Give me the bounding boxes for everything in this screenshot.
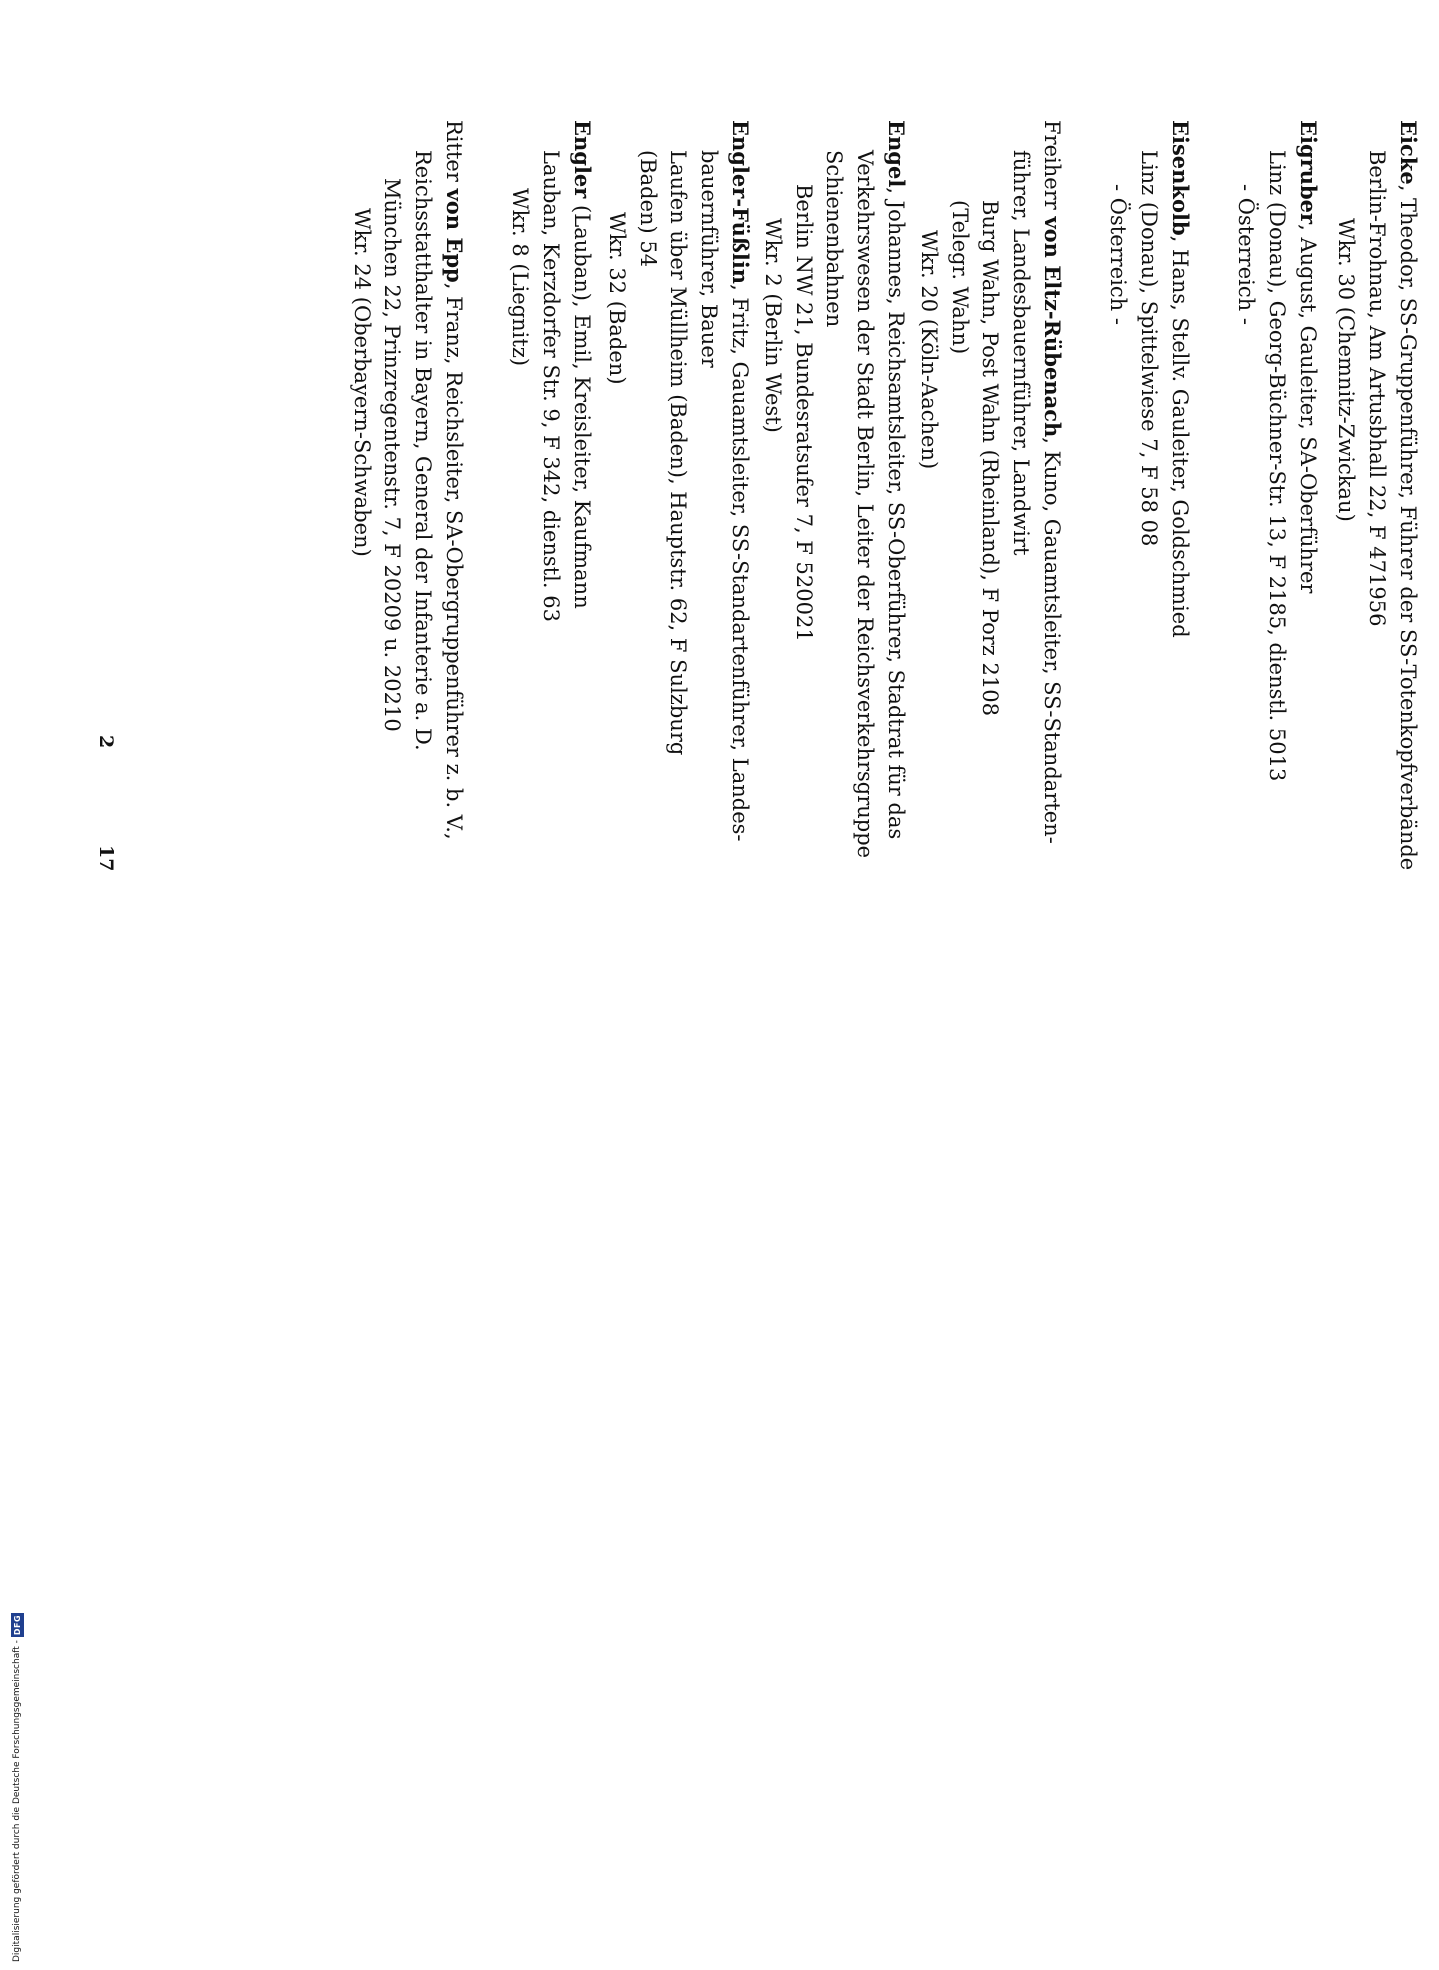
entry-line [1231, 184, 1262, 1184]
entry-line [1292, 120, 1323, 1120]
entry-text: Wkr. 20 (Köln-Aachen) [916, 230, 941, 470]
footer-text: Digitalisierung gefördert durch die Deutsche Forschungsgemeinschaft - [12, 1640, 22, 1962]
entry-line [975, 200, 1006, 1200]
entry-engler [505, 0, 597, 1000]
entry-text: Wkr. 8 (Liegnitz) [508, 188, 533, 367]
entry-text: , August, Gauleiter, SA-Oberführer [1296, 224, 1320, 594]
entry-text: bauernführer, Bauer [697, 150, 722, 368]
entry-name: von Epp [442, 188, 467, 283]
entry-text: Wkr. 24 (Oberbayern-Schwaben) [349, 208, 374, 557]
entry-text: Linz (Donau), Georg-Büchner-Str. 13, F 2185, dienstl. 5013 [1265, 150, 1290, 782]
entry-line [788, 184, 819, 1184]
footer [0, 970, 30, 1970]
entry-text: (Telegr. Wahn) [947, 200, 972, 355]
entry-line [407, 150, 438, 1150]
entry-name: Eisenkolb [1168, 120, 1193, 236]
entry-text: Laufen über Müllheim (Baden), Hauptstr. 62, F Sulzburg [666, 150, 691, 756]
entry-text: Berlin-Frohnau, Am Artusbhall 22, F 471956 [1365, 150, 1390, 627]
entry-line [819, 150, 850, 1150]
entry-name: von Eltz-Rübenach [1040, 216, 1065, 438]
entry-text: , Theodor, SS-Gruppenführer, Führer der SS-Totenkopfverbände [1396, 184, 1420, 871]
entry-line [757, 218, 788, 1218]
entry-line [663, 150, 694, 1150]
dfg-logo: DFG [12, 1614, 22, 1636]
entry-text: Freiherr [1040, 120, 1064, 217]
entry-line [1133, 150, 1164, 1150]
entry-line [535, 150, 566, 1150]
entry-line [632, 150, 663, 1150]
entry-name: Eicke [1396, 120, 1421, 185]
entry-line [1361, 150, 1392, 1150]
entry-line [1103, 184, 1134, 1184]
entry-text: Wkr. 32 (Baden) [604, 212, 629, 385]
entry-name: Engler-Füßlin [728, 120, 753, 285]
entry-line [566, 120, 597, 1120]
page-number-right: 17 [95, 845, 117, 872]
entry-text: Lauban, Kerzdorfer Str. 9, F 342, dienstl. 63 [539, 150, 564, 622]
entry-line [913, 230, 944, 1230]
entry-text: (Baden) 54 [635, 150, 660, 268]
entry-line [346, 208, 377, 1208]
entry-text: München 22, Prinzregentenstr. 7, F 20209 u. 20210 [380, 178, 405, 732]
entry-engel [757, 0, 911, 1000]
entry-text: , Fritz, Gauamtsleiter, SS-Standartenführer, Landes- [728, 284, 752, 842]
entry-text: - Österreich - [1106, 184, 1131, 325]
entry-line [601, 212, 632, 1212]
entry-text: , Kuno, Gauamtsleiter, SS-Standarten- [1040, 437, 1064, 844]
entry-text: führer, Landesbauernführer, Landwirt [1009, 150, 1034, 556]
entry-line [1164, 120, 1195, 1120]
entry-text: Verkehrswesen der Stadt Berlin, Leiter der Reichsverkehrsgruppe [853, 150, 878, 859]
entry-text: , Hans, Stellv. Gauleiter, Goldschmied [1168, 235, 1192, 638]
entry-line [377, 178, 408, 1178]
entry-line [849, 150, 880, 1150]
entry-text: , Franz, Reichsleiter, SA-Obergruppenführer z. b. V., [442, 282, 466, 840]
entry-text: Ritter [442, 120, 466, 189]
entry-eicke [1331, 0, 1423, 1000]
entry-line [1392, 120, 1423, 1120]
entry-line [1036, 120, 1067, 1120]
entry-engler-fuesslin [601, 0, 755, 1000]
entry-line [944, 200, 975, 1200]
entry-eigruber [1231, 0, 1323, 1000]
entry-line [880, 120, 911, 1120]
entry-line [724, 120, 755, 1120]
entry-name: Eigruber [1296, 120, 1321, 225]
entry-epp [346, 0, 469, 1000]
entry-text: Schienenbahnen [822, 150, 847, 328]
entry-line [1261, 150, 1292, 1150]
entry-text: Burg Wahn, Post Wahn (Rheinland), F Porz 2108 [978, 200, 1003, 716]
entry-line [1005, 150, 1036, 1150]
entry-text: - Österreich - [1234, 184, 1259, 325]
entry-text: Wkr. 2 (Berlin West) [760, 218, 785, 433]
entry-name: Engler [570, 120, 595, 199]
entry-line [1331, 218, 1362, 1218]
entry-name: Engel [884, 120, 909, 188]
page-number-left: 2 [95, 735, 117, 749]
entry-text: Linz (Donau), Spittelwiese 7, F 58 08 [1137, 150, 1162, 547]
entry-eisenkolb [1103, 0, 1195, 1000]
entry-text: , Johannes, Reichsamtsleiter, SS-Oberführer, Stadtrat für das [884, 187, 908, 840]
entry-text: Berlin NW 21, Bundesratsufer 7, F 520021 [791, 184, 816, 642]
entry-text: (Lauban), Emil, Kreisleiter, Kaufmann [570, 198, 594, 609]
entry-line [438, 120, 469, 1120]
entry-line [505, 188, 536, 1188]
entry-text: Reichsstatthalter in Bayern, General der Infanterie a. D. [411, 150, 436, 751]
entry-text: Wkr. 30 (Chemnitz-Zwickau) [1334, 218, 1359, 522]
entry-line [693, 150, 724, 1150]
entry-eltz-ruebenach [913, 0, 1067, 1000]
